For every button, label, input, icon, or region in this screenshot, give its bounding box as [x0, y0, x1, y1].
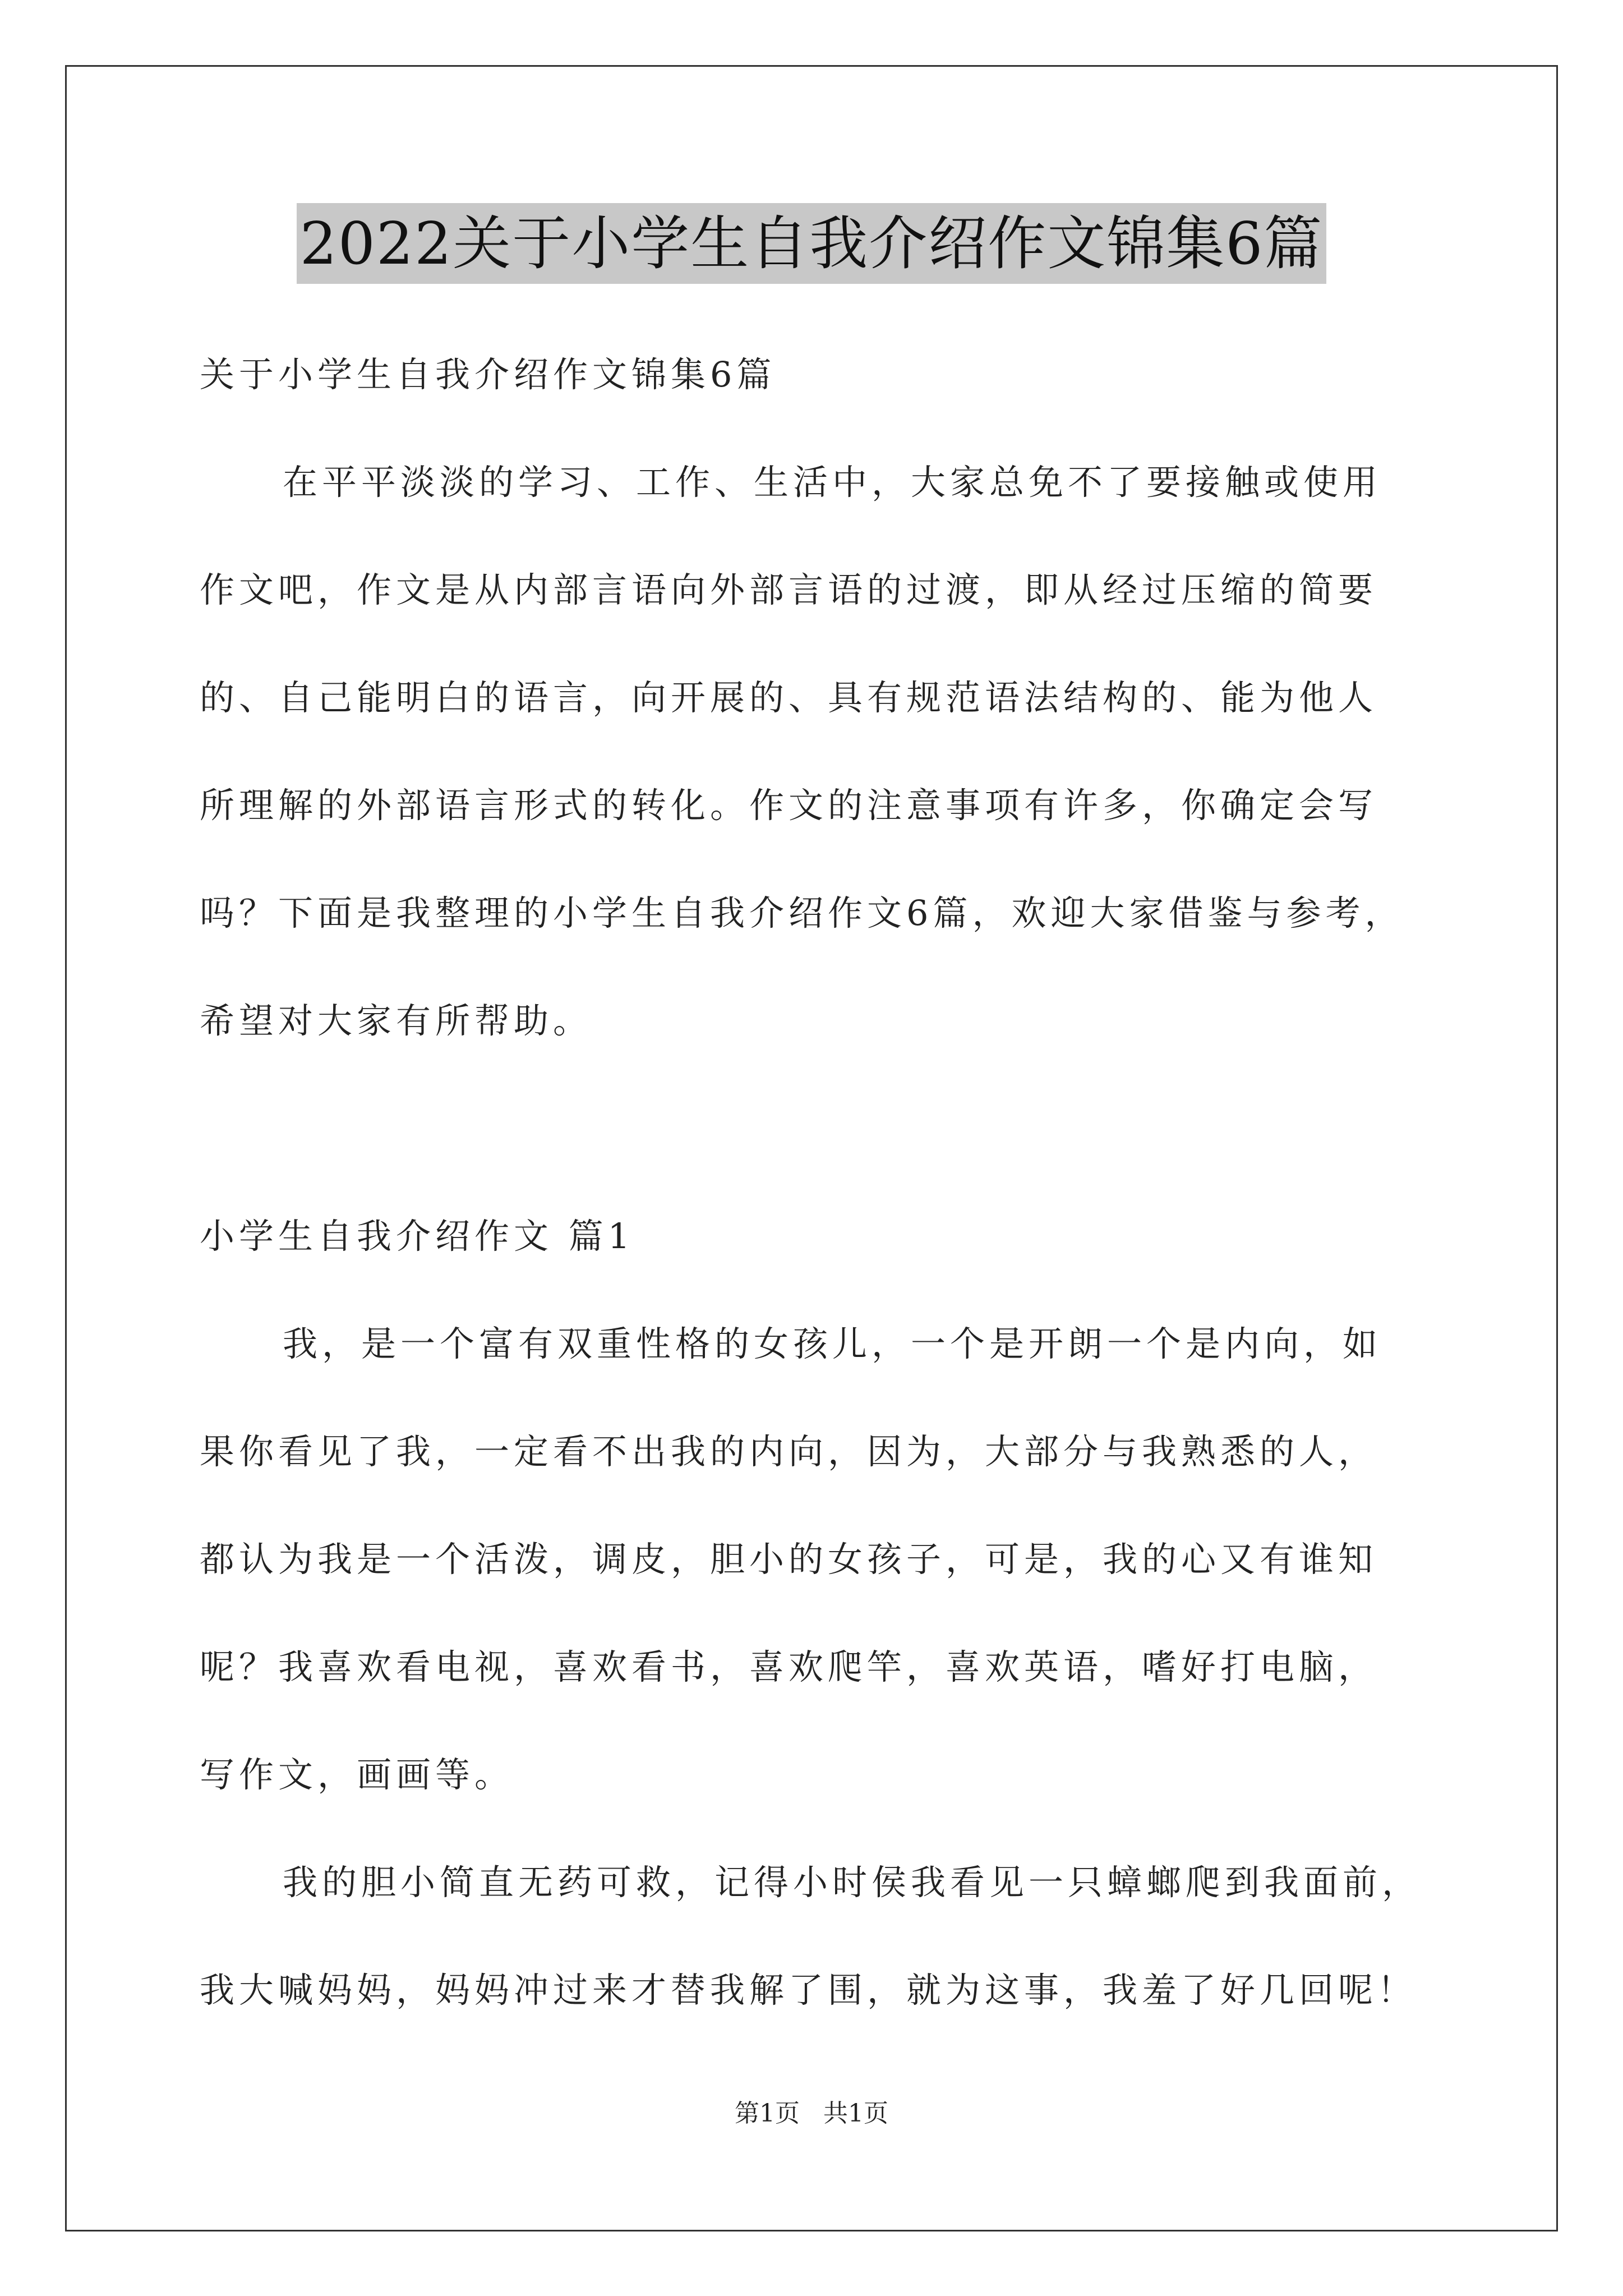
intro-line: 希望对大家有所帮助。: [200, 1000, 593, 1041]
paragraph-line: 都认为我是一个活泼，调皮，胆小的女孩子，可是，我的心又有谁知: [200, 1539, 1378, 1580]
paragraph-line: 呢？我喜欢看电视，喜欢看书，喜欢爬竿，喜欢英语，嗜好打电脑，: [200, 1646, 1378, 1687]
paragraph-line: 果你看见了我，一定看不出我的内向，因为，大部分与我熟悉的人，: [200, 1431, 1378, 1472]
intro-line: 的、自己能明白的语言，向开展的、具有规范语法结构的、能为他人: [200, 677, 1378, 718]
document-subtitle: 关于小学生自我介绍作文锦集6篇: [200, 354, 776, 395]
paragraph-line: 我的胆小简直无药可救，记得小时侯我看见一只蟑螂爬到我面前，: [283, 1862, 1422, 1903]
intro-line: 吗？下面是我整理的小学生自我介绍作文6篇，欢迎大家借鉴与参考，: [200, 892, 1404, 933]
paragraph-line: 写作文，画画等。: [200, 1754, 514, 1795]
paragraph-line: 我，是一个富有双重性格的女孩儿，一个是开朗一个是内向，如: [283, 1323, 1382, 1364]
page-footer: 第1页 共1页: [735, 2099, 888, 2128]
intro-line: 在平平淡淡的学习、工作、生活中，大家总免不了要接触或使用: [283, 462, 1382, 503]
intro-line: 所理解的外部语言形式的转化。作文的注意事项有许多，你确定会写: [200, 785, 1378, 826]
paragraph-line: 我大喊妈妈，妈妈冲过来才替我解了围，就为这事，我羞了好几回呢！: [200, 1970, 1417, 2010]
section-heading: 小学生自我介绍作文 篇1: [200, 1216, 635, 1257]
document-title: 2022关于小学生自我介绍作文锦集6篇: [297, 203, 1327, 284]
intro-line: 作文吧，作文是从内部言语向外部言语的过渡，即从经过压缩的简要: [200, 569, 1378, 610]
title-area: [0, 203, 1623, 284]
